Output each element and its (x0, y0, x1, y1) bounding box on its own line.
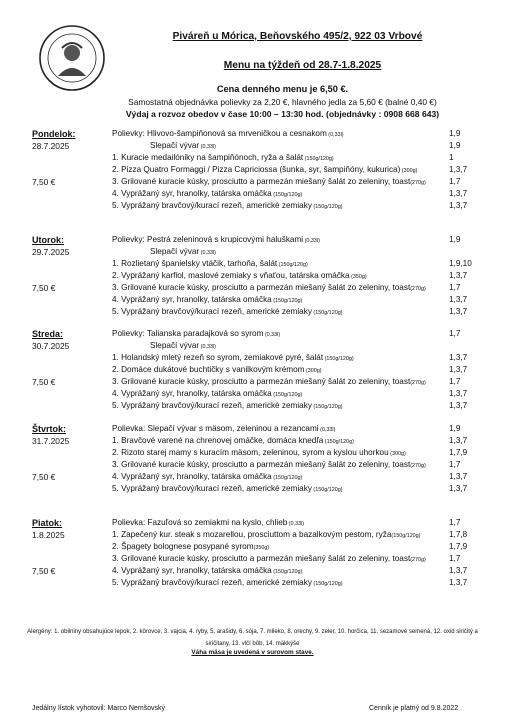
menu-item (112, 578, 343, 587)
menu-price: 7,50 € (32, 177, 56, 187)
soup-item (112, 424, 335, 433)
allergen-codes: 1,3,7 (449, 271, 468, 280)
portion-size: (150g/120g) (391, 533, 421, 539)
allergen-codes: 1,7 (449, 177, 461, 186)
dish-name: 2. Špagety bolognese posypané syrom (112, 542, 254, 551)
portion-size: (150g/120g) (271, 192, 303, 198)
allergen-codes: 1,3,7 (449, 165, 468, 174)
portion-size: (150g/120g) (271, 298, 303, 304)
allergen-codes: 1,9 (449, 129, 461, 138)
allergen-legend: Alergény: 1. obilniny obsahujúce lepok, 2. kôrovce, 3. vajcia, 4. ryby, 5. arašidy, 6. sója, 7. mlieko, 8. orechy, 9. zeler, 10. horčica, 11. sezamové semená, 12. oxid siričitý a siričitany, 13. vlčí bôb, 14. mäkkýše (27, 629, 478, 647)
allergen-codes: 1,9 (449, 235, 461, 244)
allergen-codes: 1,3,7 (449, 484, 468, 493)
day-name: Streda: (32, 329, 64, 339)
dish-name: 5. Vyprážaný bravčový/kurací rezeň, americké zemiaky (112, 401, 312, 410)
allergen-codes: 1,3,7 (449, 401, 468, 410)
allergen-codes: 1,3,7 (449, 578, 468, 587)
dish-name: 4. Vyprážaný syr, hranolky, tatárska omáčka (112, 472, 272, 481)
dish-name: Polievka: Fazuľová so zemiakmi na kyslo, chlieb (112, 518, 288, 527)
dish-name: 5. Vyprážaný bravčový/kurací rezeň, americké zemiaky (112, 201, 312, 210)
dish-name: 1. Bravčové varené na chrenovej omáčke, domáca knedľa (112, 436, 324, 445)
dish-name: 4. Vyprážaný syr, hranolky, tatárska omáčka (112, 566, 272, 575)
portion-size: (270g) (410, 463, 426, 469)
portion-size: (0,33l) (318, 427, 336, 433)
allergen-codes: 1,7 (449, 554, 461, 563)
allergen-codes: 1,7 (449, 283, 461, 292)
menu-item (112, 307, 343, 316)
meat-weight-note: Váha mäsa je uvedená v surovom stave. (191, 649, 314, 656)
allergen-codes: 1,7 (449, 518, 461, 527)
separate-order-info: Samostatná objednávka polievky za 2,20 €, hlavného jedla za 5,60 € (balné 0,40 €) (128, 97, 437, 107)
portion-size: (270g) (410, 557, 426, 563)
menu-item (150, 141, 216, 150)
menu-item (112, 472, 302, 481)
portion-size: (0,33l) (303, 238, 320, 244)
day-date: 31.7.2025 (32, 436, 70, 446)
portion-size: (0,33l) (199, 144, 216, 150)
dish-name: Slepačí vývar (150, 247, 200, 256)
allergen-codes: 1,9 (449, 141, 461, 150)
menu-item (112, 189, 302, 198)
menu-item (112, 484, 343, 493)
menu-item (112, 542, 269, 551)
allergen-codes: 1,3,7 (449, 353, 468, 362)
allergen-codes: 1,3,7 (449, 201, 468, 210)
day-date: 30.7.2025 (32, 341, 70, 351)
dish-name: 1. Holandský mletý rezeň so syrom, zemiakové pyré, šalát (112, 353, 324, 362)
soup-item (112, 235, 320, 244)
day-date: 28.7.2025 (32, 141, 70, 151)
dish-name: 5. Vyprážaný bravčový/kurací rezeň, americké zemiaky (112, 307, 312, 316)
portion-size: (270g) (410, 380, 426, 386)
dish-name: Polievky: Talianska paradajková so syrom (112, 329, 264, 338)
allergen-codes: 1,3,7 (449, 295, 468, 304)
portion-size: (350g) (253, 545, 270, 551)
portion-size: (150g/120g) (271, 475, 303, 481)
menu-item (112, 448, 406, 457)
dish-name: 5. Vyprážaný bravčový/kurací rezeň, americké zemiaky (112, 484, 312, 493)
dish-name: 5. Vyprážaný bravčový/kurací rezeň, americké zemiaky (112, 578, 312, 587)
dish-name: 3. Grilované kuracie kúsky, prosciutto a parmezán miešaný šalát zo zeleniny, toast (112, 554, 411, 563)
dish-name: 4. Vyprážaný syr, hranolky, tatárska omáčka (112, 295, 272, 304)
portion-size: (150g/120g) (271, 392, 303, 398)
portion-size: (300g) (388, 451, 406, 457)
menu-price: 7,50 € (32, 283, 56, 293)
allergen-codes: 1,3,7 (449, 566, 468, 575)
day-name: Pondelok: (32, 129, 76, 139)
dish-name: 3. Grilované kuracie kúsky, prosciutto a parmezán miešaný šalát zo zeleniny, toast (112, 460, 411, 469)
menu-item (112, 295, 302, 304)
allergen-codes: 1,7 (449, 329, 461, 338)
day-date: 1.8.2025 (32, 530, 65, 540)
menu-item (112, 365, 322, 374)
portion-size: (150g/120g) (277, 262, 308, 268)
menu-item (112, 554, 426, 563)
menu-item (112, 436, 354, 445)
dish-name: Polievky: Pestrá zeleninová s krupicovými haluškami (112, 235, 304, 244)
dish-name: 1. Rozlietaný španielsky vtáčik, tarhoňa, šalát (112, 259, 278, 268)
menu-item (112, 283, 426, 292)
portion-size: (300g) (400, 168, 418, 174)
menu-item (112, 389, 302, 398)
allergen-codes: 1,7,8 (449, 530, 468, 539)
portion-size: (150g/120g) (323, 439, 354, 445)
dish-name: 1. Kuracie medailóniky na šampiňónoch, ryža a šalát (112, 153, 304, 162)
menu-item (150, 247, 216, 256)
day-name: Utorok: (32, 235, 64, 245)
menu-item (112, 201, 343, 210)
portion-size: (270g) (410, 180, 426, 186)
menu-price: 7,50 € (32, 472, 56, 482)
menu-item (112, 153, 334, 162)
dish-name: 4. Vyprážaný syr, hranolky, tatárska omáčka (112, 189, 272, 198)
allergen-codes: 1 (449, 153, 454, 162)
allergen-codes: 1,3,7 (449, 389, 468, 398)
day-name: Štvrtok: (32, 424, 67, 434)
allergen-codes: 1,3,7 (449, 365, 468, 374)
allergen-codes: 1,9,10 (449, 259, 472, 268)
menu-item (112, 165, 417, 174)
menu-author: Jedálny lístok vyhotovil: Marco Nemšovský (32, 705, 166, 712)
portion-size: (150g/120g) (271, 569, 303, 575)
menu-item (112, 177, 426, 186)
dish-name: 1. Zapečený kur. steak s mozarellou, prosciuttom a bazalkovým pestom, ryža (112, 530, 392, 539)
portion-size: (0,33l) (263, 332, 281, 338)
menu-item (112, 460, 426, 469)
menu-week-title: Menu na týždeň od 28.7-1.8.2025 (223, 60, 382, 71)
day-date: 29.7.2025 (32, 247, 70, 257)
portion-size: (0,33l) (287, 521, 305, 527)
menu-item (112, 353, 354, 362)
menu-item (112, 566, 302, 575)
allergen-codes: 1,9 (449, 424, 461, 433)
portion-size: (350g) (349, 274, 367, 280)
allergen-codes: 1,7 (449, 460, 461, 469)
delivery-hours: Výdaj a rozvoz obedov v čase 10:00 – 13:30 hod. (objednávky : 0908 668 643) (125, 109, 440, 119)
dish-name: 3. Grilované kuracie kúsky, prosciutto a parmezán miešaný šalát zo zeleniny, toast (112, 377, 411, 386)
portion-size: (0,33l) (199, 250, 216, 256)
restaurant-title: Piváreň u Mórica, Beňovského 495/2, 922 03 Vrbové (172, 31, 423, 42)
allergen-codes: 1,7,9 (449, 448, 468, 457)
dish-name: 2. Pizza Quatro Formaggi / Pizza Capriciossa (šunka, syr, šampiňóny, kukurica) (112, 165, 401, 174)
menu-price: 7,50 € (32, 377, 56, 387)
menu-price: 7,50 € (32, 566, 56, 576)
portion-size: (150g/120g) (303, 156, 334, 162)
menu-item (112, 530, 420, 539)
menu-item (112, 271, 367, 280)
allergen-codes: 1,3,7 (449, 189, 468, 198)
dish-name: Slepačí vývar (150, 341, 200, 350)
portion-size: (150g/120g) (311, 310, 343, 316)
allergen-codes: 1,3,7 (449, 472, 468, 481)
portion-size: (150g/120g) (311, 581, 343, 587)
menu-item (112, 259, 308, 268)
portion-size: (300g) (304, 368, 322, 374)
allergen-codes: 1,3,7 (449, 436, 468, 445)
portion-size: (150g/120g) (311, 487, 343, 493)
dish-name: 2. Rizoto starej mamy s kuracím mäsom, zeleninou, syrom a kyslou uhorkou (112, 448, 389, 457)
portion-size: (150g/120g) (311, 204, 343, 210)
menu-item (150, 341, 216, 350)
soup-item (112, 518, 304, 527)
dish-name: 3. Grilované kuracie kúsky, prosciutto a parmezán miešaný šalát zo zeleniny, toast (112, 283, 411, 292)
dish-name: 4. Vyprážaný syr, hranolky, tatárska omáčka (112, 389, 272, 398)
portion-size: (270g) (410, 286, 426, 292)
portion-size: (0,33l) (199, 344, 216, 350)
allergen-codes: 1,7 (449, 377, 461, 386)
dish-name: Slepačí vývar (150, 141, 200, 150)
portion-size: (150g/120g) (311, 404, 343, 410)
dish-name: 2. Domáce dukátové buchtičky s vanilkovým krémom (112, 365, 305, 374)
price-list-validity: Cenník je platný od 9.8.2022 (369, 705, 459, 712)
dish-name: 3. Grilované kuracie kúsky, prosciutto a parmezán miešaný šalát zo zeleniny, toast (112, 177, 411, 186)
soup-item (112, 329, 280, 338)
day-name: Piatok: (32, 518, 63, 528)
menu-item (112, 377, 426, 386)
allergen-codes: 1,3,7 (449, 307, 468, 316)
dish-name: Polievky: Hlivovo-šampiňonová sa mrveničkou a cesnakom (112, 129, 327, 138)
dish-name: Polievka: Slepačí vývar s mäsom, zeleninou a rezancami (112, 424, 319, 433)
soup-item (112, 129, 344, 138)
portion-size: (150g/120g) (323, 356, 354, 362)
portion-size: (0,33l) (326, 132, 344, 138)
daily-menu-price: Cena denného menu je 6,50 €. (216, 84, 349, 94)
allergen-codes: 1,7,9 (449, 542, 468, 551)
dish-name: 2. Vyprážaný karfiol, maslové zemiaky s vňaťou, tatárska omáčka (112, 271, 350, 280)
menu-item (112, 401, 343, 410)
